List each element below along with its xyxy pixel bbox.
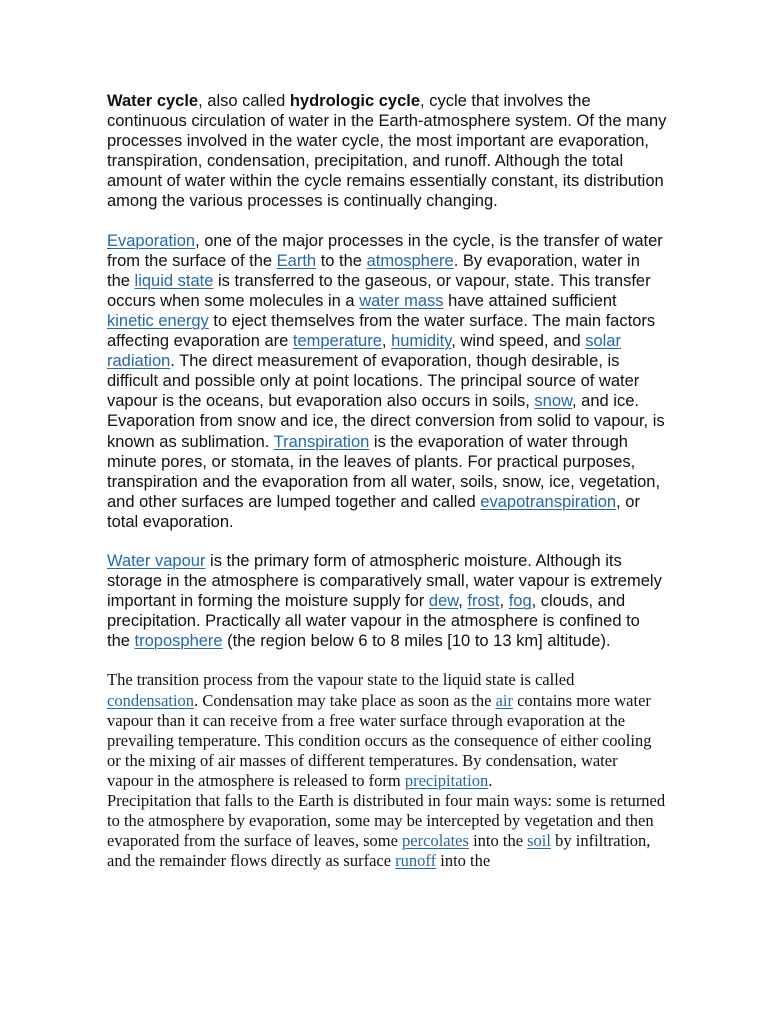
link-humidity[interactable]: humidity — [391, 332, 452, 351]
text-run: , cycle that involves the continuous circulation of water in the Earth-atmosphere system. Of the many processes involved in the water cycle, the most important are evaporation, transpiration, condensation, precipitation, and runoff. Although the total amount of water within the cycle remains essentially constant, its distribution among the various processes is continually changing. — [107, 92, 667, 211]
link-liquid-state[interactable]: liquid state — [134, 271, 214, 290]
link-percolates[interactable]: percolates — [402, 831, 469, 851]
text-run: . By evaporation, water in the — [107, 251, 640, 290]
link-water-vapour[interactable]: Water vapour — [107, 551, 206, 570]
text-run: , or total evaporation. — [107, 492, 640, 531]
text-run: contains more water vapour than it can receive from a free water surface through evaporation at the prevailing temperature. This condition occurs as the consequence of either cooling or the mixing of air masses of different temperatures. By condensation, water vapour in the atmosphere is released to form — [107, 690, 652, 790]
link-soil[interactable]: soil — [527, 831, 551, 851]
link-kinetic-energy[interactable]: kinetic energy — [107, 311, 209, 330]
text-run: is the primary form of atmospheric moisture. Although its storage in the atmosphere is comparatively small, water vapour is extremely important in forming the moisture supply for — [107, 551, 662, 611]
text-run: is transferred to the gaseous, or vapour, state. This transfer occurs when some molecules in a — [107, 271, 651, 310]
text-run: into the — [436, 851, 491, 871]
paragraph-condensation — [107, 670, 667, 791]
paragraph-precipitation — [107, 791, 667, 871]
link-precipitation[interactable]: precipitation — [404, 770, 489, 790]
text-run: is the evaporation of water through minute pores, or stomata, in the leaves of plants. For practical purposes, transpiration and the evaporation from all water, soils, snow, ice, vegetation, and other surfaces are lumped together and called — [107, 432, 661, 511]
link-troposphere[interactable]: troposphere — [134, 632, 223, 651]
text-run: . — [488, 770, 493, 790]
text-run: Precipitation that falls to the Earth is distributed in four main ways: some is returned to the atmosphere by evaporation, some may be intercepted by vegetation and then evaporated from the surface of leaves, some — [107, 791, 666, 851]
text-run: , one of the major processes in the cycle, is the transfer of water from the surface of the — [107, 231, 663, 270]
paragraph-water-cycle — [107, 91, 667, 212]
text-run: (the region below 6 to 8 miles [10 to 13 km] altitude). — [222, 632, 611, 651]
link-transpiration[interactable]: Transpiration — [273, 432, 370, 451]
text-run: have attained sufficient — [443, 291, 617, 310]
link-fog[interactable]: fog — [508, 592, 532, 611]
paragraph-evaporation — [107, 231, 667, 532]
bold-term-water-cycle: Water cycle — [107, 92, 199, 110]
text-run: , and ice. Evaporation from snow and ice, the direct conversion from solid to vapour, is known as sublimation. — [107, 392, 665, 451]
text-run: , — [499, 592, 509, 611]
text-run: into the — [468, 831, 528, 851]
text-run: , — [458, 592, 468, 611]
link-condensation[interactable]: condensation — [107, 690, 195, 710]
link-air[interactable]: air — [495, 690, 513, 710]
link-water-mass[interactable]: water mass — [359, 291, 444, 310]
link-temperature[interactable]: temperature — [292, 332, 382, 351]
text-run: , — [381, 332, 392, 351]
text-run: , also called — [198, 92, 290, 110]
text-run: to the — [316, 251, 367, 270]
bold-term-hydrologic-cycle: hydrologic cycle — [289, 92, 421, 110]
document-page — [107, 91, 667, 871]
link-runoff[interactable]: runoff — [395, 851, 437, 871]
link-solar-radiation[interactable]: solar radiation — [107, 332, 621, 371]
paragraph-water-vapour — [107, 551, 667, 651]
text-run: , clouds, and precipitation. Practically all water vapour in the atmosphere is confined to the — [107, 592, 640, 651]
text-run: The transition process from the vapour state to the liquid state is called — [107, 670, 575, 690]
text-run: . Condensation may take place as soon as the — [194, 690, 496, 710]
link-snow[interactable]: snow — [534, 392, 573, 411]
link-atmosphere[interactable]: atmosphere — [366, 251, 454, 270]
text-run: , wind speed, and — [451, 332, 586, 351]
link-earth[interactable]: Earth — [276, 251, 317, 270]
link-evaporation[interactable]: Evaporation — [107, 231, 196, 250]
link-evapotranspiration[interactable]: evapotranspiration — [480, 492, 617, 511]
text-run: . The direct measurement of evaporation, though desirable, is difficult and possible only at point locations. The principal source of water vapour is the oceans, but evaporation also occurs in soils, — [107, 352, 640, 411]
text-run: to eject themselves from the water surface. The main factors affecting evaporation are — [107, 311, 656, 351]
link-dew[interactable]: dew — [428, 592, 459, 611]
link-frost[interactable]: frost — [467, 592, 500, 611]
text-run: by infiltration, and the remainder flows directly as surface — [107, 831, 651, 871]
